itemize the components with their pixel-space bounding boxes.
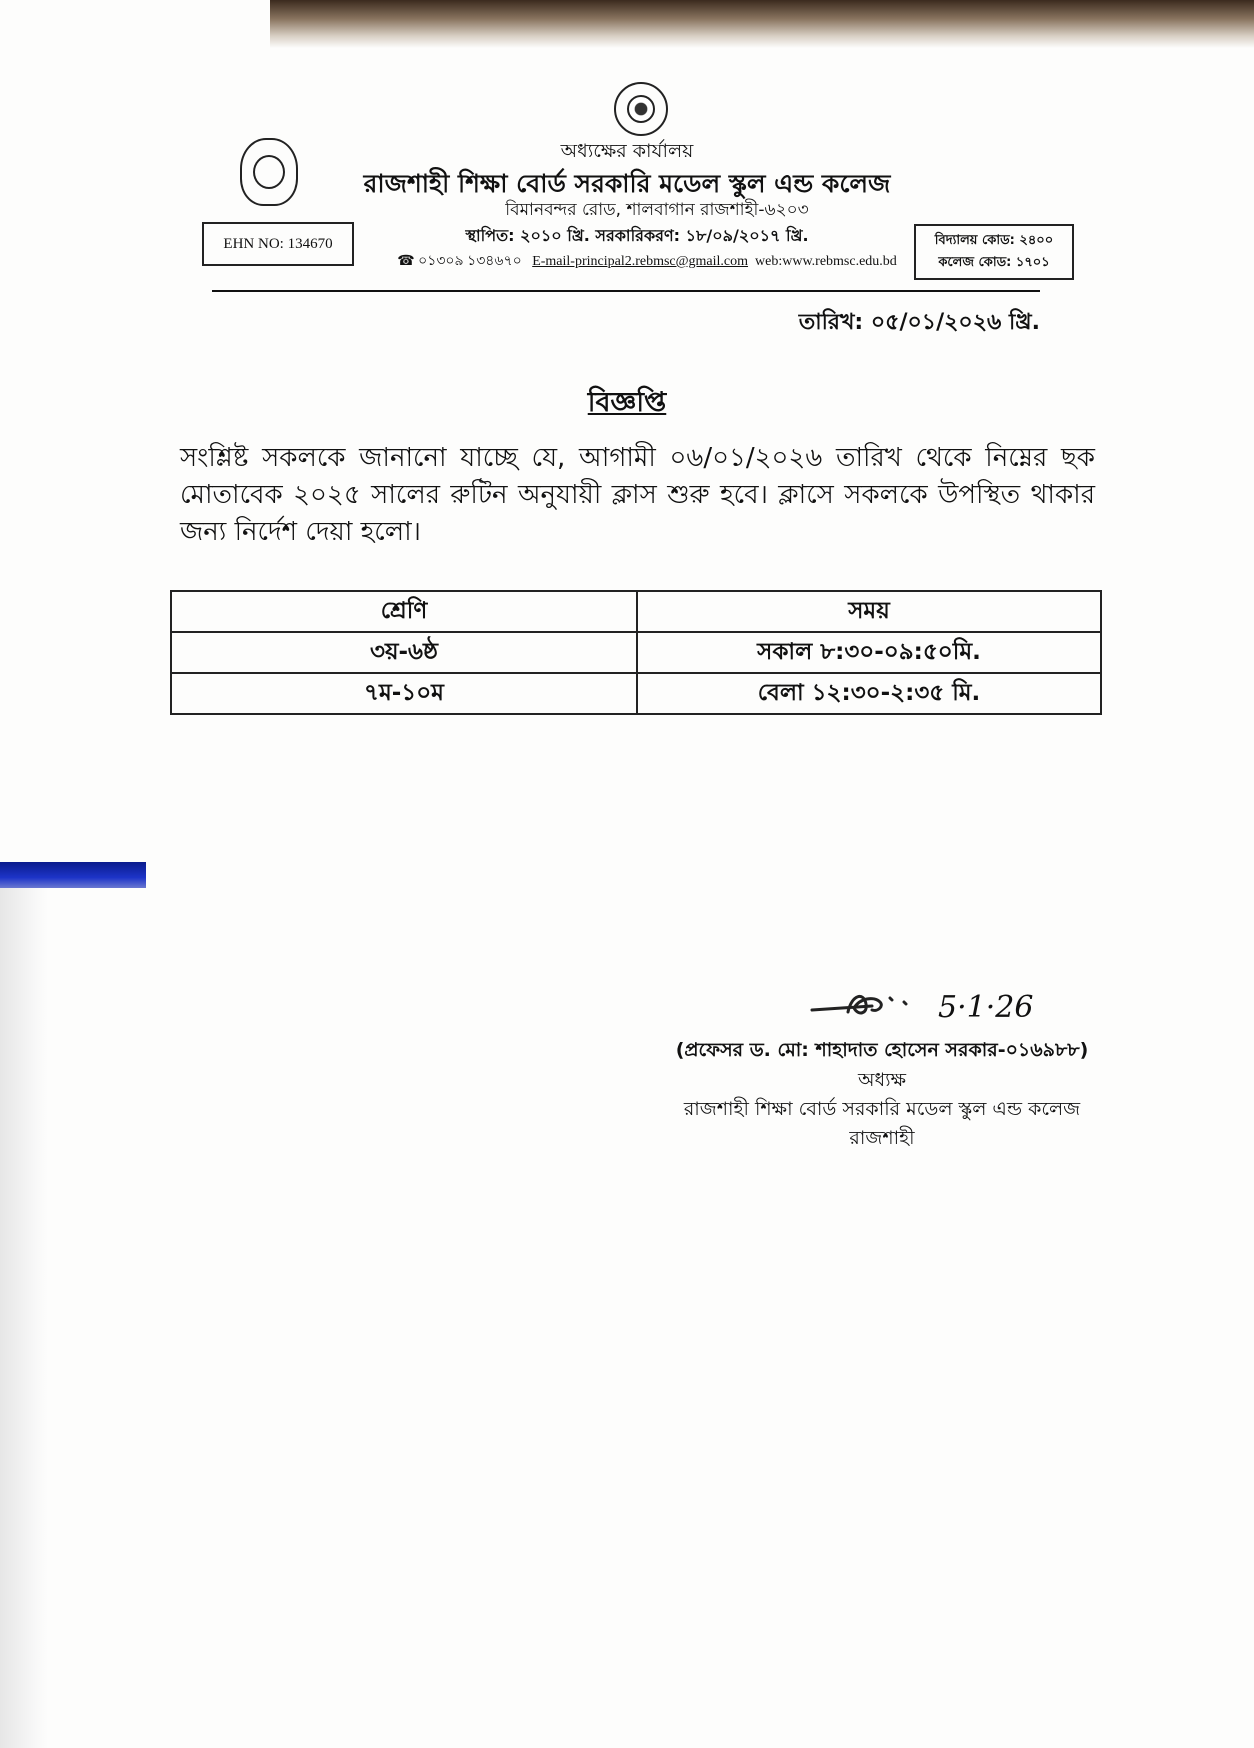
- college-code: কলেজ কোড: ১৭০১: [938, 255, 1050, 270]
- notice-title: বিজ্ঞপ্তি: [587, 387, 667, 418]
- time-cell: বেলা ১২:৩০-২:৩৫ মি.: [637, 673, 1101, 714]
- signatory-institution: রাজশাহী শিক্ষা বোর্ড সরকারি মডেল স্কুল এন্ড কলেজ: [683, 1098, 1081, 1120]
- scan-artifact-top: [270, 0, 1254, 48]
- class-cell: ৩য়-৬ষ্ঠ: [171, 632, 637, 673]
- school-name: রাজশাহী শিক্ষা বোর্ড সরকারি মডেল স্কুল এন্ড কলেজ: [363, 169, 891, 198]
- office-title: অধ্যক্ষের কার্যালয়: [560, 140, 694, 162]
- phone-icon: ☎: [397, 254, 415, 269]
- signatory-city: রাজশাহী: [849, 1127, 915, 1149]
- institution-codes-box: [914, 224, 1074, 280]
- established-info: স্থাপিত: ২০১০ খ্রি. সরকারিকরণ: ১৮/০৯/২০১৭ খ্রি.: [465, 226, 809, 245]
- class-cell: ৭ম-১০ম: [171, 673, 637, 714]
- website-link[interactable]: web:www.rebmsc.edu.bd: [755, 254, 897, 269]
- ehn-number-box: EHN NO: 134670: [202, 222, 354, 266]
- schedule-table: [170, 590, 1102, 715]
- time-cell: সকাল ৮:৩০-০৯:৫০মি.: [637, 632, 1101, 673]
- signatory-designation: অধ্যক্ষ: [857, 1069, 906, 1091]
- notice-body: সংশ্লিষ্ট সকলকে জানানো যাচ্ছে যে, আগামী ০৬/০১/২০২৬ তারিখ থেকে নিম্নের ছক মোতাবেক ২০২৫ সালের রুটিন অনুযায়ী ক্লাস শুরু হবে। ক্লাসে সকলকে উপস্থিত থাকার জন্য নির্দেশ দেয়া হলো।: [180, 443, 1095, 547]
- email-link[interactable]: E-mail-principal2.rebmsc@gmail.com: [532, 254, 749, 269]
- header-divider: [212, 290, 1040, 292]
- table-row: [171, 632, 1101, 673]
- school-code: বিদ্যালয় কোড: ২৪০০: [934, 233, 1054, 248]
- handwritten-signature: [808, 988, 938, 1024]
- phone-number: ০১৩০৯ ১৩৪৬৭০: [418, 254, 522, 269]
- column-header-time: সময়: [637, 591, 1101, 632]
- scan-artifact-left-edge: [0, 888, 48, 1748]
- table-row: [171, 673, 1101, 714]
- table-header-row: [171, 591, 1101, 632]
- column-header-class: শ্রেণি: [171, 591, 637, 632]
- signature-date: 5·1·26: [938, 990, 1034, 1025]
- scan-artifact-blue-strip: [0, 862, 146, 888]
- notice-date: তারিখ: ০৫/০১/২০২৬ খ্রি.: [798, 310, 1040, 335]
- government-emblem-icon: [614, 82, 668, 136]
- school-address: বিমানবন্দর রোড, শালবাগান রাজশাহী-৬২০৩: [505, 200, 809, 220]
- signatory-name: (প্রফেসর ড. মো: শাহাদাত হোসেন সরকার-০১৬৯৮৮): [675, 1039, 1089, 1061]
- notice-heading: [0, 382, 1254, 427]
